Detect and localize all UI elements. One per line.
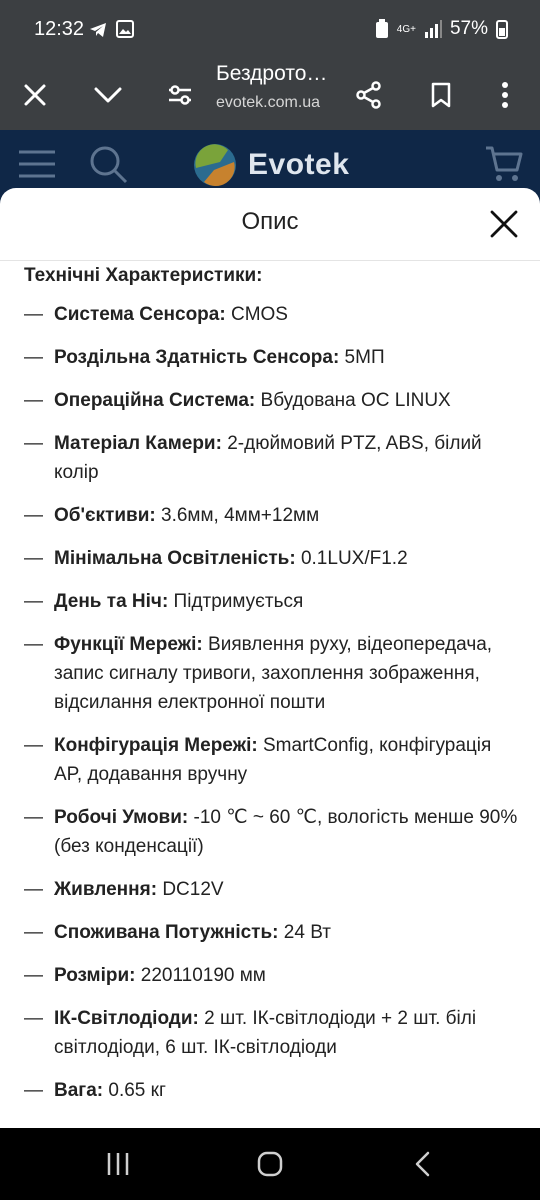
signal-icon [424,20,442,38]
gallery-icon [116,20,134,38]
cart-icon [484,144,524,184]
share-button[interactable] [346,72,392,118]
evotek-logo-icon [192,142,238,188]
tune-icon [167,84,193,106]
share-icon [355,81,383,109]
back-button[interactable] [402,1146,442,1182]
site-search-button[interactable] [88,144,128,189]
browser-toolbar [0,60,540,130]
cart-button[interactable] [484,144,524,189]
section-heading: Технічні Характеристики: [24,265,263,286]
list-item: — Система Сенсора: CMOS [24,304,288,325]
status-time: 12:32 [34,18,85,40]
minimize-button[interactable] [85,72,131,118]
close-icon [488,208,520,240]
spec-value: 2 шт. ІК-світлодіоди + 2 шт. білі світлодіоди, 6 шт. ІК-світлодіоди [54,1008,477,1058]
spec-value: Виявлення руху, відеопередача, запис сигналу тривоги, захоплення зображення, відсилання електронної пошти [54,634,493,713]
spec-value: DC12V [157,879,224,900]
spec-value: SmartConfig, конфігурація AP, додавання вручну [54,735,492,785]
spec-value: CMOS [225,304,288,325]
spec-key: Об'єктиви: [54,505,156,526]
close-sheet-button[interactable] [488,208,520,240]
spec-key: Конфігурація Мережі: [54,735,258,756]
spec-value: 0.1LUX/F1.2 [295,548,408,569]
site-settings-button[interactable] [157,72,203,118]
spec-key: Робочі Умови: [54,807,189,828]
list-item: — Матеріал Камери: 2-дюймовий PTZ, ABS, білий колір [24,433,482,483]
spec-value: 3.6мм, 4мм+12мм [155,505,320,526]
bookmark-icon [430,82,452,108]
page-title[interactable]: Бездрото… [216,62,328,85]
spec-key: Операційна Система: [54,390,256,411]
spec-key: Розміри: [54,965,136,986]
description-sheet [0,188,540,1128]
status-bar [0,0,540,60]
list-item: — Об'єктиви: 3.6мм, 4мм+12мм [24,505,320,526]
system-nav-bar [0,1128,540,1200]
home-button[interactable] [250,1146,290,1182]
description-content [24,261,524,1119]
spec-value: Вбудована ОС LINUX [255,390,451,411]
menu-button[interactable] [18,148,56,185]
spec-key: Споживана Потужність: [54,922,279,943]
spec-value: 5МП [339,347,385,368]
spec-value: Підтримується [168,591,304,612]
spec-key: Живлення: [54,879,158,900]
telegram-icon [88,20,108,40]
spec-key: Система Сенсора: [54,304,226,325]
bookmark-button[interactable] [418,72,464,118]
list-item: — Робочі Умови: -10 ℃ ~ 60 ℃, вологість менше 90% (без конденсації) [24,807,518,857]
battery-saver-icon [375,19,389,39]
list-item: — Споживана Потужність: 24 Вт [24,922,331,943]
chevron-down-icon [94,86,122,104]
spec-list [24,300,524,1105]
spec-value: -10 ℃ ~ 60 ℃, вологість менше 90% (без конденсації) [54,807,518,857]
network-type: 4G+ [396,23,416,35]
spec-key: День та Ніч: [54,591,169,612]
spec-key: Мінімальна Освітленість: [54,548,296,569]
page-url[interactable]: evotek.com.ua [216,94,321,111]
sheet-title: Опис [241,208,299,235]
list-item: — Вага: 0.65 кг [24,1080,166,1101]
list-item: — Розміри: 220110190 мм [24,965,266,986]
battery-icon [496,19,508,39]
list-item: — ІК-Світлодіоди: 2 шт. ІК-світлодіоди + 2 шт. білі світлодіоди, 6 шт. ІК-світлодіоди [24,1008,477,1058]
back-chevron-icon [413,1151,431,1177]
list-item: — Функції Мережі: Виявлення руху, відеопередача, запис сигналу тривоги, захоплення зображення, відсилання електронної пошти [24,634,493,713]
spec-key: ІК-Світлодіоди: [54,1008,199,1029]
recents-icon [105,1151,131,1177]
spec-value: 2-дюймовий PTZ, ABS, білий колір [54,433,482,483]
spec-value: 0.65 кг [103,1080,166,1101]
close-icon [23,83,47,107]
list-item: — День та Ніч: Підтримується [24,591,304,612]
search-icon [88,144,128,184]
list-item: — Живлення: DC12V [24,879,224,900]
more-vert-icon [501,82,509,108]
sheet-header [0,188,540,261]
site-logo[interactable] [192,142,349,188]
spec-value: 220110190 мм [135,965,266,986]
battery-percent: 57% [449,18,488,39]
spec-key: Матеріал Камери: [54,433,222,454]
hamburger-icon [18,148,56,180]
spec-key: Функції Мережі: [54,634,203,655]
list-item: — Роздільна Здатність Сенсора: 5МП [24,347,385,368]
home-icon [257,1151,283,1177]
spec-value: 24 Вт [278,922,331,943]
close-tab-button[interactable] [12,72,58,118]
list-item: — Мінімальна Освітленість: 0.1LUX/F1.2 [24,548,408,569]
recent-apps-button[interactable] [98,1146,138,1182]
spec-key: Роздільна Здатність Сенсора: [54,347,340,368]
more-menu-button[interactable] [482,72,528,118]
list-item: — Конфігурація Мережі: SmartConfig, конфігурація AP, додавання вручну [24,735,492,785]
logo-text: Evotek [248,148,350,181]
list-item: — Операційна Система: Вбудована ОС LINUX [24,390,451,411]
spec-key: Вага: [54,1080,104,1101]
